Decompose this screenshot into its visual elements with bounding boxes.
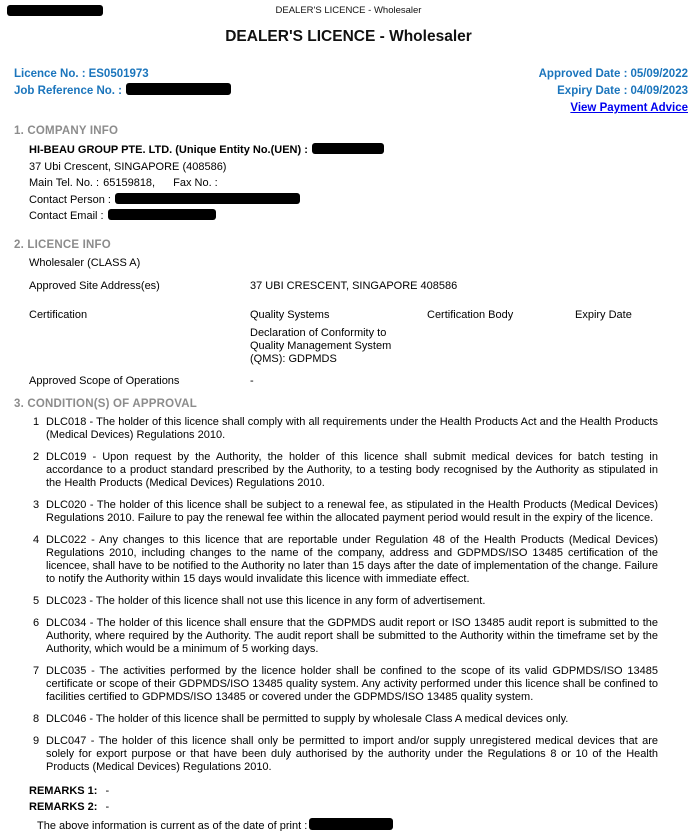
redacted-contact-email [108, 209, 216, 220]
fax-label: Fax No. : [173, 177, 218, 189]
licence-number-value: ES0501973 [88, 68, 149, 80]
contact-person-label: Contact Person : [29, 193, 111, 206]
approved-site-value: 37 UBI CRESCENT, SINGAPORE 408586 [250, 279, 458, 292]
job-reference-label: Job Reference No. : [14, 85, 122, 97]
condition-item [33, 713, 697, 726]
column-header-certification: Certification [29, 308, 88, 321]
licence-number-label: Licence No. : [14, 68, 86, 80]
company-address: 37 Ubi Crescent, SINGAPORE (408586) [29, 160, 227, 173]
quality-system-value: Declaration of Conformity to Quality Management System (QMS): GDPMDS [250, 326, 392, 365]
page-title: DEALER'S LICENCE - Wholesaler [225, 28, 472, 45]
remarks-1-value: - [105, 784, 110, 797]
column-header-quality-systems: Quality Systems [250, 308, 330, 321]
main-tel-value: 65159818, [103, 177, 156, 189]
company-name-uen-label: HI-BEAU GROUP PTE. LTD. (Unique Entity No.(UEN) : [29, 144, 308, 156]
condition-number: 6 [33, 616, 40, 629]
expiry-date-label: Expiry Date : [557, 85, 628, 97]
company-name-line [29, 142, 697, 159]
redacted-logo [7, 5, 103, 16]
remarks-2-label: REMARKS 2: [29, 800, 98, 813]
condition-item [33, 595, 697, 608]
date-of-print-label: The above information is current as of the date of print : [37, 819, 308, 831]
condition-item [33, 735, 697, 774]
condition-text: DLC035 - The activities performed by the licence holder shall be confined to the scope of its valid GDPMDS/ISO 13485 certificate or scope of their GDPMDS/ISO 13485 quality system. Any activity performed under this licence shall be confined to facilities certified to GDPMDS/ISO 13485 or covered under the GDPMDS/ISO 13485 quality system. [46, 664, 658, 703]
column-header-certification-body: Certification Body [427, 308, 514, 321]
approved-date-line [539, 66, 688, 83]
column-header-expiry-date: Expiry Date [575, 308, 632, 321]
redacted-contact-person [115, 193, 300, 204]
condition-number: 8 [33, 712, 40, 725]
expiry-date-value: 04/09/2023 [630, 85, 688, 97]
licence-meta [0, 66, 697, 117]
condition-text: DLC023 - The holder of this licence shall not use this licence in any form of advertisement. [46, 594, 486, 607]
condition-number: 3 [33, 498, 40, 511]
section-conditions-title: 3. CONDITION(S) OF APPROVAL [14, 397, 198, 410]
condition-number: 5 [33, 594, 40, 607]
main-tel-label: Main Tel. No. : [29, 177, 100, 189]
approved-site-row [29, 280, 697, 293]
condition-text: DLC034 - The holder of this licence shall ensure that the GDPMDS audit report or ISO 13485 audit report is submitted to the Authority, where required by the Authority. The audit report shall be submitted to the Authority within the timeframe set by the Authority, which would be a minimum of 5 working days. [46, 616, 658, 655]
condition-text: DLC022 - Any changes to this licence that are reportable under Regulation 48 of the Health Products (Medical Devices) Regulations 2010, including changes to the name of the company, address and GDPMDS/ISO 13485 certification of the licencee, shall have to be notified to the Authority no later than 15 days after the date of implementation of the change. Failure to notify the Authority within 15 days would invalidate this licence with immediate effect. [46, 533, 658, 585]
licence-info-block [29, 257, 697, 388]
condition-item [33, 617, 697, 656]
condition-number: 7 [33, 664, 40, 677]
licence-meta-left [14, 66, 231, 117]
certification-table [29, 309, 697, 366]
redacted-uen [312, 143, 384, 154]
licence-type: Wholesaler (CLASS A) [29, 256, 141, 269]
company-info-block [29, 142, 697, 225]
condition-item [33, 416, 697, 442]
remarks-line-2 [29, 799, 697, 815]
contact-email-line [29, 208, 697, 225]
licence-number-line [14, 66, 231, 83]
redacted-print-date [309, 818, 393, 830]
approved-date-label: Approved Date : [538, 68, 628, 80]
approved-site-label: Approved Site Address(es) [29, 279, 160, 292]
approved-scope-value: - [250, 374, 254, 387]
condition-item [33, 665, 697, 704]
condition-number: 2 [33, 450, 40, 463]
remarks-line-1 [29, 783, 697, 799]
condition-text: DLC019 - Upon request by the Authority, the holder of this licence shall submit medical devices for batch testing in accordance to a product standard prescribed by the Authority, to a testing body recognised by the Authority as stipulated in the Health Products (Medical Devices) Regulations 2010. [46, 450, 658, 489]
date-of-print-line [37, 818, 697, 831]
condition-text: DLC046 - The holder of this licence shall be permitted to supply by wholesale Class A medical devices only. [46, 712, 569, 725]
condition-text: DLC018 - The holder of this licence shall comply with all requirements under the Health Products Act and the Health Products (Medical Devices) Regulations 2010. [46, 415, 658, 441]
view-payment-advice-link[interactable]: View Payment Advice [570, 102, 688, 114]
company-phone-line [29, 175, 697, 192]
approved-scope-label: Approved Scope of Operations [29, 374, 180, 387]
condition-text: DLC047 - The holder of this licence shall only be permitted to import and/or supply unregistered medical devices that are solely for export purpose or that have been duly authorised by the authority under the Regulations 8 or 10 of the Health Products (Medical Devices) Regulations 2010. [46, 734, 658, 773]
condition-item [33, 499, 697, 525]
job-reference-line [14, 83, 231, 100]
condition-text: DLC020 - The holder of this licence shall be subject to a renewal fee, as stipulated in the Health Products (Medical Devices) Regulations 2010. Failure to pay the renewal fee within the allocated payment period would result in the expiry of the licence. [46, 498, 658, 524]
condition-item [33, 451, 697, 490]
conditions-list [33, 416, 697, 774]
approved-date-value: 05/09/2022 [630, 68, 688, 80]
approved-scope-row [29, 375, 697, 388]
redacted-job-reference [126, 83, 231, 95]
licence-meta-right [539, 66, 688, 117]
section-licence-info-title: 2. LICENCE INFO [14, 238, 111, 251]
contact-person-line [29, 192, 697, 209]
condition-number: 4 [33, 533, 40, 546]
document-header: DEALER'S LICENCE - Wholesaler [275, 5, 422, 16]
expiry-date-line [539, 83, 688, 100]
condition-number: 9 [33, 734, 40, 747]
payment-advice-line [539, 100, 688, 117]
condition-item [33, 534, 697, 586]
condition-number: 1 [33, 415, 40, 428]
section-company-info-title: 1. COMPANY INFO [14, 125, 119, 137]
remarks-1-label: REMARKS 1: [29, 784, 98, 797]
remarks-block [29, 783, 697, 815]
contact-email-label: Contact Email : [29, 210, 104, 222]
remarks-2-value: - [105, 800, 110, 813]
